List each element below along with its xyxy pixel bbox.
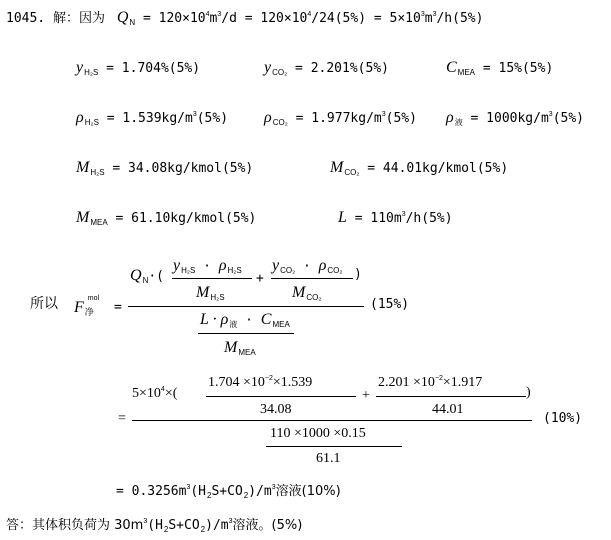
f-symbol: $F_净^{mol}$ [74,295,100,318]
calc-num1: $1.704 \times 10^{-2}\times 1.539$ [208,375,313,390]
rho-h2s: $\rho_{H_2S} = 1.539kg/m^3(5\%)$ [76,109,229,127]
solution-intro: 解：因为 [52,11,105,26]
calc-frac-line-2 [376,396,526,397]
formula-percent: (15%) [370,297,410,312]
formula-inner-num1: $y_{H_2S} \cdot \rho_{H_2S}$ [173,257,242,275]
calc-num2: $2.201 \times 10^{-2}\times 1.917$ [378,375,483,390]
problem-number: 1045. [6,11,46,26]
qn-symbol: $Q_N$ [116,9,136,27]
calc-frac-line-1 [206,396,356,397]
calc-close: ) [526,385,531,400]
m-co2: $M_{CO_2}$ = 44.01kg/kmol(5%) [330,159,509,177]
answer-line: 答：其体积负荷为 $30m^3(H_2S+CO_2)/m^3$溶液。(5%) [6,518,303,534]
inner-frac-line-1 [172,278,252,279]
rho-liquid: $\rho_液 = 1000kg/m^3(5\%)$ [446,109,585,127]
formula-plus: + [256,271,264,286]
formula-inner-num2: $y_{CO_2} \cdot \rho_{CO_2}$ [272,257,343,275]
formula-equals: = [114,300,122,315]
den-frac-line [198,333,294,334]
calc-lower-frac-line [266,446,402,447]
y-co2: $y_{CO_2} = 2.201\%(5\%)$ [264,59,389,77]
calc-den2: 44.01 [432,402,464,417]
l-flow: $L = 110m^3/h(5\%)$ [338,209,453,226]
result-line: = $0.3256m^3(H_2S+CO_2)/m^3$溶液(10%) [116,484,341,500]
main-frac-line [128,306,364,307]
inner-frac-line-2 [271,278,353,279]
formula-close: ) [354,267,362,282]
calc-equals: = [118,411,126,426]
calc-lower-den: 61.1 [316,451,341,466]
calc-prefactor: $5\times 10^4\times$( [132,386,178,401]
c-mea: $C_{MEA} = 15\%(5\%)$ [446,59,554,77]
formula-den-num: $L \cdot \rho_液 \cdot C_{MEA}$ [200,311,290,329]
calc-plus: + [362,388,370,403]
m-mea: $M_{MEA}$ = 61.10kg/kmol(5%) [76,209,257,227]
m-h2s: $M_{H_2S}$ = 34.08kg/kmol(5%) [76,159,254,177]
calc-lower-num: 110 ×1000 ×0.15 [270,426,366,441]
y-h2s: $y_{H_2S} = 1.704\%(5\%)$ [76,59,201,77]
problem-statement: 1045. 解：因为 $Q_N = 120\times 10^4m^3/d = 120\times 10^4/24(5\%) = 5\times 10^3m^3/h(5\%)$ [6,9,484,27]
formula-inner-den2: $M_{CO_2}$ [292,284,322,302]
formula-den-den: $M_{MEA}$ [224,339,256,357]
formula-prefix: 所以 [30,296,58,312]
calc-percent: (10%) [543,411,583,426]
rho-co2: $\rho_{CO_2} = 1.977kg/m^3(5\%)$ [264,109,417,127]
formula-inner-den1: $M_{H_2S}$ [196,284,225,302]
calc-den1: 34.08 [260,402,292,417]
calc-main-frac-line [132,420,532,421]
formula-qn: $Q_N\cdot$( [130,267,164,285]
